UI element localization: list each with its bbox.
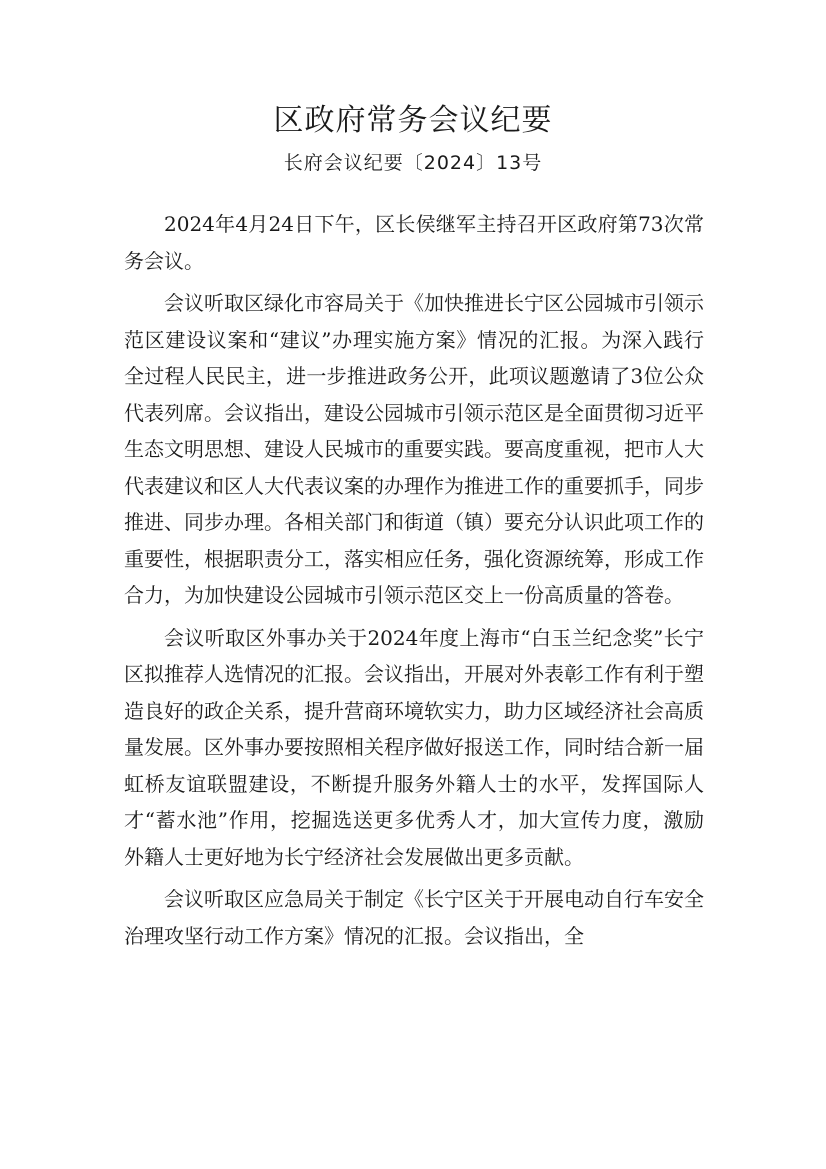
paragraph-ebike-safety: 会议听取区应急局关于制定《长宁区关于开展电动自行车安全治理攻坚行动工作方案》情况的汇报。会议指出，全 xyxy=(124,887,704,948)
paragraph-park-city: 会议听取区绿化市容局关于《加快推进长宁区公园城市引领示范区建设议案和“建议”办理实施方案》情况的汇报。为深入践行全过程人民民主，进一步推进政务公开，此项议题邀请了3位公众代表列席。会议指出，建设公园城市引领示范区是全面贯彻习近平生态文明思想、建设人民城市的重要实践。要高度重视，把市人大代表建议和区人大代表议案的办理作为推进工作的重要抓手，同步推进、同步办理。各相关部门和街道（镇）要充分认识此项工作的重要性，根据职责分工，落实相应任务，强化资源统筹，形成工作合力，为加快建设公园城市引领示范区交上一份高质量的答卷。 xyxy=(124,291,704,607)
document-number: 长府会议纪要〔2024〕13号 xyxy=(283,152,543,174)
paragraph-magnolia-award: 会议听取区外事办关于2024年度上海市“白玉兰纪念奖”长宁区拟推荐人选情况的汇报。会议指出，开展对外表彰工作有利于塑造良好的政企关系，提升营商环境软实力，助力区域经济社会高质量发展。区外事办要按照相关程序做好报送工作，同时结合新一届虹桥友谊联盟建设，不断提升服务外籍人士的水平，发挥国际人才“蓄水池”作用，挖掘选送更多优秀人才，加大宣传力度，激励外籍人士更好地为长宁经济社会发展做出更多贡献。 xyxy=(124,625,704,869)
paragraph-opening: 2024年4月24日下午，区长侯继军主持召开区政府第73次常务会议。 xyxy=(124,212,704,273)
document-title: 区政府常务会议纪要 xyxy=(273,103,553,138)
document-body xyxy=(124,206,704,960)
